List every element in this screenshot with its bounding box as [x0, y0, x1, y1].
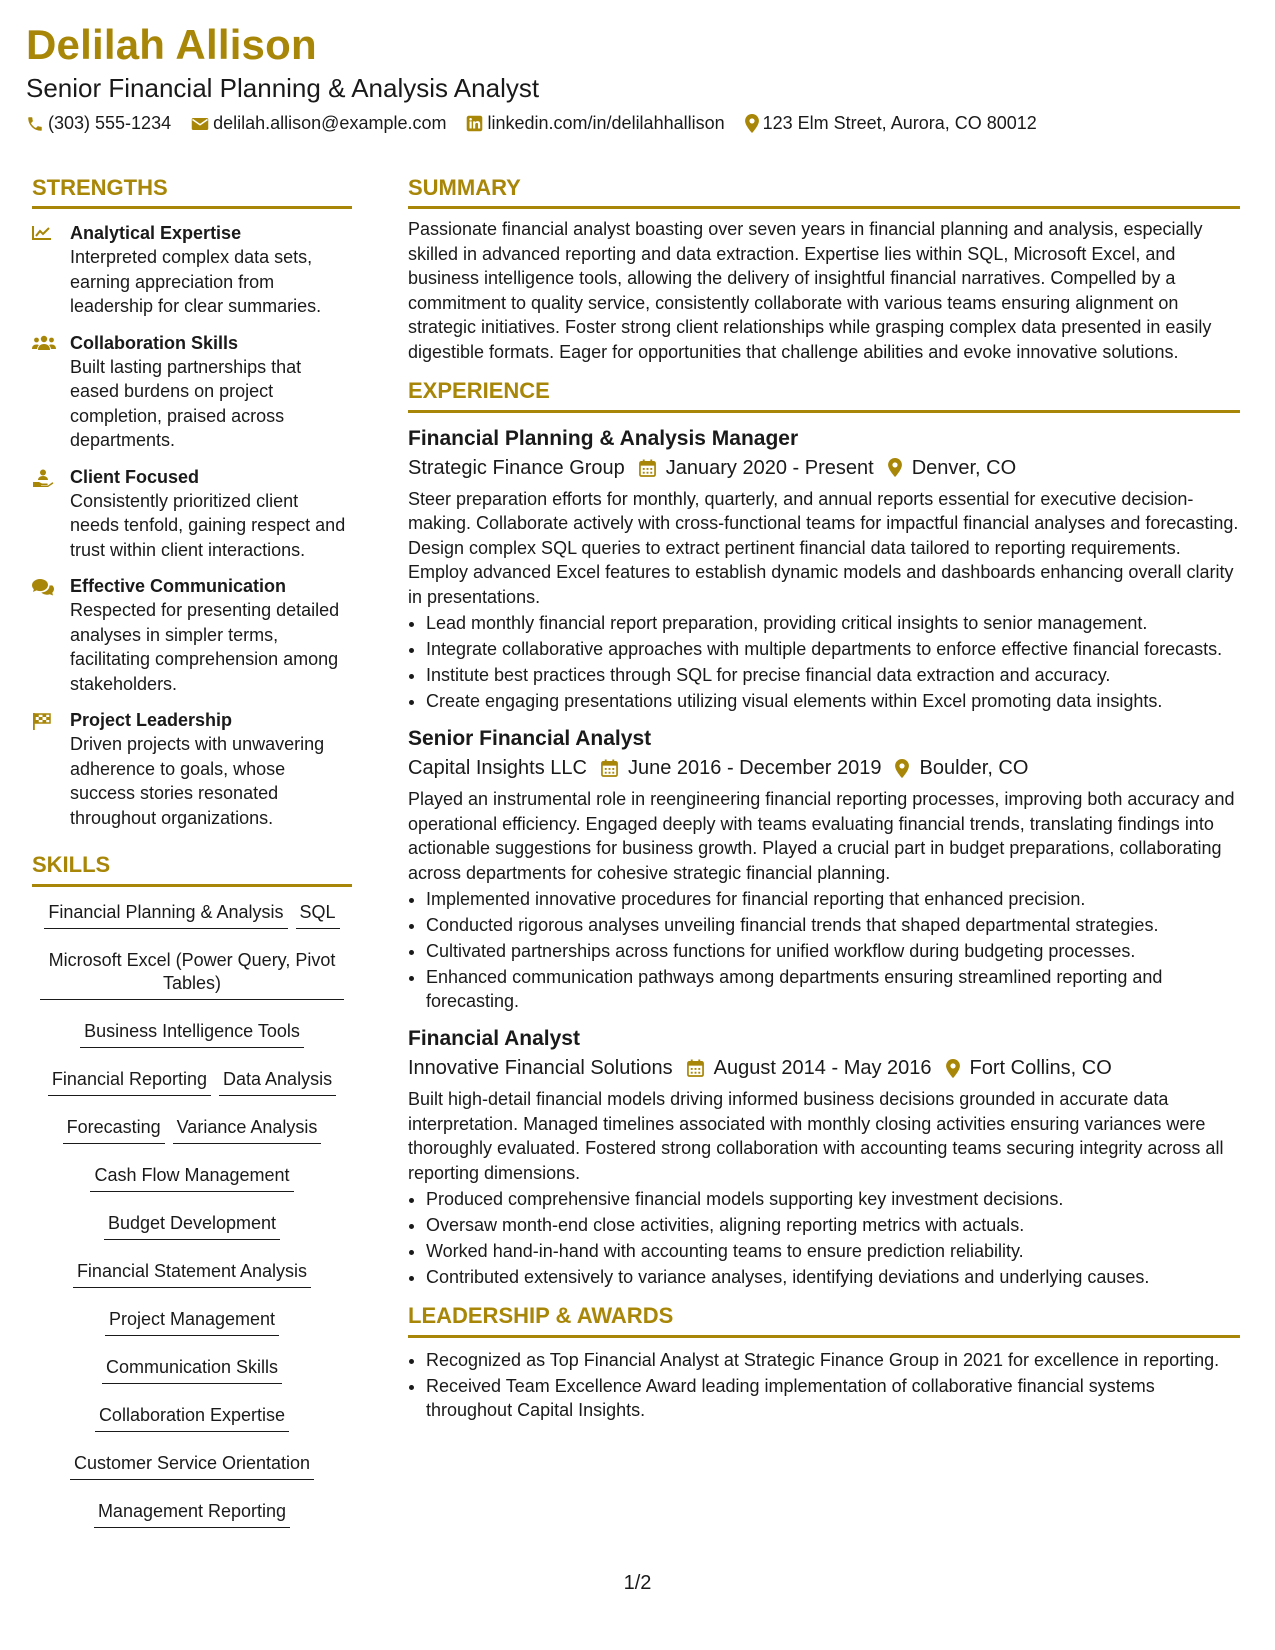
job-bullet: • Implemented innovative procedures for financial reporting that enhanced precision.: [426, 887, 1240, 911]
contact-email[interactable]: [191, 113, 446, 134]
job-entry: [408, 425, 1240, 714]
skill-tag: Collaboration Expertise: [95, 1400, 289, 1432]
skill-tag: Customer Service Orientation: [70, 1448, 314, 1480]
job-company: Strategic Finance Group: [408, 456, 625, 479]
map-pin-icon: [895, 759, 909, 778]
job-dates: June 2016 - December 2019: [627, 757, 882, 780]
job-company: Innovative Financial Solutions: [408, 1057, 673, 1080]
awards-heading: LEADERSHIP & AWARDS: [408, 1303, 1240, 1337]
skill-tag: Data Analysis: [219, 1064, 336, 1096]
job-bullets: [408, 887, 1240, 1013]
job-bullet: • Lead monthly financial report preparation, providing critical insights to senior management.: [426, 611, 1240, 635]
strength-desc: Respected for presenting detailed analyses in simpler terms, facilitating comprehension among stakeholders.: [70, 600, 340, 694]
skill-tag: Communication Skills: [102, 1352, 282, 1384]
strength-item: [32, 221, 352, 319]
phone-icon: [26, 115, 44, 133]
skill-tag: Financial Statement Analysis: [73, 1256, 311, 1288]
right-column: [408, 175, 1240, 1422]
job-location: Boulder, CO: [919, 757, 1029, 780]
job-bullet: • Worked hand-in-hand with accounting teams to ensure prediction reliability.: [426, 1239, 1240, 1263]
job-description: Played an instrumental role in reengineering financial reporting processes, improving both accuracy and operational efficiency. Engaged deeply with teams evaluating financial trends, translating findings into actionable suggestions for business growth. Played a crucial part in budget preparations, collaborating across departments for cohesive strategic financial planning.: [408, 789, 1235, 883]
comments-icon: [32, 578, 54, 596]
skills-heading: SKILLS: [32, 852, 352, 886]
strength-item: [32, 574, 352, 696]
strength-desc: Interpreted complex data sets, earning appreciation from leadership for clear summaries.: [70, 247, 322, 317]
strength-desc: Driven projects with unwavering adherence to goals, whose success stories resonated throughout organizations.: [70, 734, 325, 828]
job-bullet: • Produced comprehensive financial models supporting key investment decisions.: [426, 1187, 1240, 1211]
job-bullet: • Cultivated partnerships across functions for unified workflow during budgeting processes.: [426, 939, 1240, 963]
contact-phone: [26, 113, 171, 134]
skill-tag: Business Intelligence Tools: [80, 1016, 304, 1048]
job-dates: January 2020 - Present: [665, 456, 874, 479]
job-title: Senior Financial Analyst: [408, 727, 652, 751]
job-bullet: • Integrate collaborative approaches with multiple departments to enforce effective financial forecasts.: [426, 637, 1240, 661]
skill-tag: Variance Analysis: [173, 1112, 322, 1144]
job-description: Built high-detail financial models driving informed business decisions grounded in accurate data interpretation. Managed timelines associated with monthly closing activities ensuring variances were thoroughly evaluated. Fostered strong collaboration with accounting teams securing integrity across all reporting dimensions.: [408, 1089, 1224, 1183]
candidate-name: Delilah Allison: [26, 21, 317, 68]
skill-tag: SQL: [296, 897, 340, 929]
job-meta: [408, 753, 1240, 783]
job-location: Denver, CO: [911, 456, 1017, 479]
job-bullet: • Create engaging presentations utilizing visual elements within Excel promoting data insights.: [426, 689, 1240, 713]
strength-title: Effective Communication: [70, 576, 287, 597]
strength-item: [32, 331, 352, 453]
skill-tag: Project Management: [105, 1304, 279, 1336]
job-dates: August 2014 - May 2016: [713, 1057, 932, 1080]
linkedin-icon: [466, 115, 483, 132]
skill-tag: Forecasting: [63, 1112, 165, 1144]
email-text[interactable]: delilah.allison@example.com: [213, 113, 447, 133]
strength-title: Analytical Expertise: [70, 223, 242, 244]
job-bullet: • Institute best practices through SQL for precise financial data extraction and accuracy.: [426, 663, 1240, 687]
address-text: 123 Elm Street, Aurora, CO 80012: [762, 113, 1037, 133]
job-bullet: • Oversaw month-end close activities, aligning reporting metrics with actuals.: [426, 1213, 1240, 1237]
calendar-icon: [601, 759, 618, 777]
users-icon: [32, 335, 56, 351]
job-entry: [408, 725, 1240, 1013]
strength-desc: Built lasting partnerships that eased burdens on project completion, praised across departments.: [70, 356, 302, 451]
strengths-heading: STRENGTHS: [32, 175, 352, 209]
summary-text: Passionate financial analyst boasting over seven years in financial planning and analysis, especially skilled in advanced reporting and data extraction. Expertise lies within SQL, Microsoft Excel, and business intelligence tools, allowing the delivery of insightful financial narratives. Compelled by a commitment to quality service, consistently collaborate with various teams ensuring alignment on strategic initiatives. Foster strong client relationships while grasping complex data presented in easily digestible formats. Eager for opportunities that challenge abilities and evoke innovative solutions.: [408, 219, 1212, 362]
job-bullets: [408, 611, 1240, 713]
strength-item: [32, 465, 352, 563]
skill-tag: Financial Planning & Analysis: [44, 897, 287, 929]
page-number: 1/2: [623, 1572, 652, 1594]
job-title: Financial Analyst: [408, 1027, 580, 1051]
contact-bar: [26, 113, 1057, 134]
candidate-title: Senior Financial Planning & Analysis Analyst: [26, 73, 540, 103]
skills-list: [32, 897, 352, 1544]
flag-checkered-icon: [32, 712, 52, 730]
skill-tag: Cash Flow Management: [90, 1160, 293, 1192]
job-meta: [408, 453, 1240, 483]
job-bullet: • Enhanced communication pathways among departments ensuring streamlined reporting and forecasting.: [426, 965, 1240, 1013]
skill-tag: Management Reporting: [94, 1496, 290, 1528]
map-pin-icon: [745, 114, 759, 133]
award-item: • Recognized as Top Financial Analyst at Strategic Finance Group in 2021 for excellence in reporting.: [426, 1348, 1240, 1372]
hand-holding-user-icon: [32, 469, 54, 487]
strength-title: Client Focused: [70, 466, 200, 487]
strength-title: Collaboration Skills: [70, 332, 239, 353]
chart-line-icon: [32, 225, 52, 241]
strength-title: Project Leadership: [70, 710, 233, 731]
job-title: Financial Planning & Analysis Manager: [408, 426, 799, 450]
skill-tag: Financial Reporting: [48, 1064, 211, 1096]
calendar-icon: [639, 459, 656, 477]
contact-linkedin[interactable]: [466, 113, 724, 134]
summary-heading: SUMMARY: [408, 175, 1240, 209]
job-location: Fort Collins, CO: [969, 1057, 1112, 1080]
awards-list: [408, 1348, 1240, 1422]
calendar-icon: [687, 1059, 704, 1077]
map-pin-icon: [946, 1059, 960, 1078]
job-bullets: [408, 1187, 1240, 1289]
job-entry: [408, 1025, 1240, 1289]
skill-tag: Budget Development: [104, 1208, 280, 1240]
job-company: Capital Insights LLC: [408, 757, 587, 780]
experience-heading: EXPERIENCE: [408, 378, 1240, 412]
job-bullet: • Conducted rigorous analyses unveiling financial trends that shaped departmental strategies.: [426, 913, 1240, 937]
job-bullet: • Contributed extensively to variance analyses, identifying deviations and underlying causes.: [426, 1265, 1240, 1289]
job-meta: [408, 1053, 1240, 1083]
envelope-icon: [191, 116, 209, 132]
award-item: • Received Team Excellence Award leading implementation of collaborative financial systems throughout Capital Insights.: [426, 1374, 1240, 1422]
phone-text: (303) 555-1234: [48, 113, 172, 133]
linkedin-text[interactable]: linkedin.com/in/delilahhallison: [487, 113, 725, 133]
strength-desc: Consistently prioritized client needs tenfold, gaining respect and trust within client interactions.: [70, 490, 346, 560]
strength-item: [32, 708, 352, 830]
skill-tag: Microsoft Excel (Power Query, Pivot Tables): [40, 945, 344, 1000]
job-description: Steer preparation efforts for monthly, quarterly, and annual reports essential for executive decision-making. Collaborate actively with cross-functional teams for impactful financial analyses and forecasting. Design complex SQL queries to extract pertinent financial data tailored to reporting requirements. Employ advanced Excel features to establish dynamic models and dashboards enhancing overall clarity in presentations.: [408, 488, 1239, 607]
map-pin-icon: [888, 458, 902, 477]
contact-address: [745, 113, 1037, 134]
left-column: [32, 175, 352, 1544]
